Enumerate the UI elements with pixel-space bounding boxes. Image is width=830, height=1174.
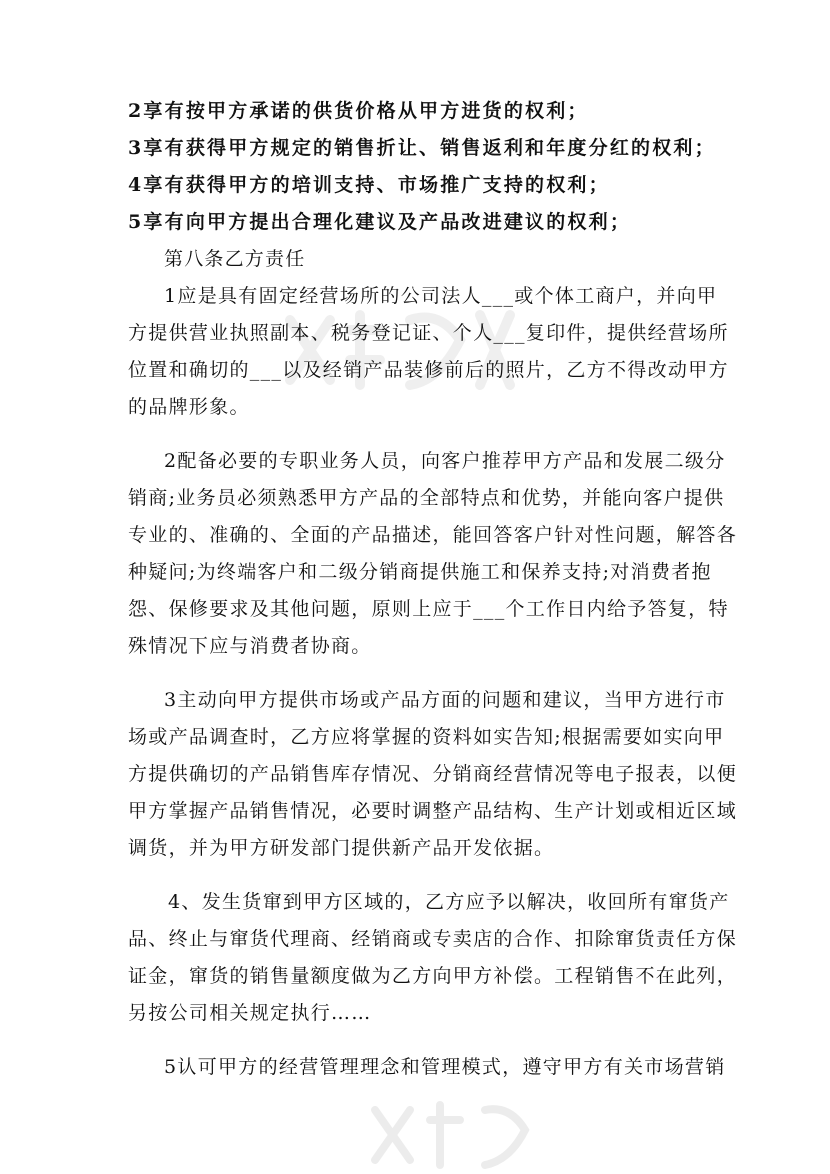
paragraph-line: 殊情况下应与消费者协商。 <box>128 635 372 657</box>
rights-item-2: 2享有按甲方承诺的供货价格从甲方进货的权利； <box>128 100 589 122</box>
paragraph-line: 的品牌形象。 <box>128 396 250 418</box>
paragraph-3 <box>128 685 738 863</box>
paragraph-line: 场或产品调查时，乙方应将掌握的资料如实告知;根据需要如实向甲 <box>128 726 725 748</box>
paragraph-line: 方提供营业执照副本、税务登记证、个人___复印件，提供经营场所 <box>128 322 729 344</box>
paragraph-line: 品、终止与窜货代理商、经销商或专卖店的合作、扣除窜货责任方保 <box>128 928 738 950</box>
section-heading: 第八条乙方责任 <box>164 248 306 270</box>
paragraph-line: 甲方掌握产品销售情况，必要时调整产品结构、生产计划或相近区域 <box>128 800 738 822</box>
rights-item-3: 3享有获得甲方规定的销售折让、销售返利和年度分红的权利； <box>128 137 716 159</box>
paragraph-line: 专业的、准确的、全面的产品描述，能回答客户针对性问题，解答各 <box>128 524 738 546</box>
paragraph-line: 3主动向甲方提供市场或产品方面的问题和建议，当甲方进行市 <box>164 689 726 711</box>
rights-item-4: 4享有获得甲方的培训支持、市场推广支持的权利； <box>128 174 610 196</box>
paragraph-line: 1应是具有固定经营场所的公司法人___或个体工商户，并向甲 <box>164 285 718 307</box>
paragraph-5 <box>128 1052 726 1082</box>
paragraph-line: 种疑问;为终端客户和二级分销商提供施工和保养支持;对消费者抱 <box>128 561 712 583</box>
paragraph-line: 5认可甲方的经营管理理念和管理模式，遵守甲方有关市场营销 <box>164 1056 726 1078</box>
rights-list <box>128 96 716 237</box>
paragraph-line: 2配备必要的专职业务人员，向客户推荐甲方产品和发展二级分 <box>164 450 726 472</box>
paragraph-line: 证金，窜货的销售量额度做为乙方向甲方补偿。工程销售不在此列， <box>128 965 738 987</box>
rights-item-5: 5享有向甲方提出合理化建议及产品改进建议的权利； <box>128 211 632 233</box>
paragraph-line: 4、发生货窜到甲方区域的，乙方应予以解决，收回所有窜货产 <box>168 891 730 913</box>
paragraph-line: 调货，并为甲方研发部门提供新产品开发依据。 <box>128 837 555 859</box>
paragraph-line: 另按公司相关规定执行…… <box>128 1002 372 1024</box>
paragraph-1 <box>128 281 729 422</box>
document-body <box>128 96 738 1106</box>
paragraph-line: 位置和确切的___以及经销产品装修前后的照片，乙方不得改动甲方 <box>128 359 729 381</box>
paragraph-line: 销商;业务员必须熟悉甲方产品的全部特点和优势，并能向客户提供 <box>128 487 725 509</box>
paragraph-line: 怨、保修要求及其他问题，原则上应于___个工作日内给予答复，特 <box>128 598 729 620</box>
paragraph-4 <box>128 887 738 1028</box>
paragraph-line: 方提供确切的产品销售库存情况、分销商经营情况等电子报表，以便 <box>128 763 738 785</box>
paragraph-2 <box>128 446 738 661</box>
